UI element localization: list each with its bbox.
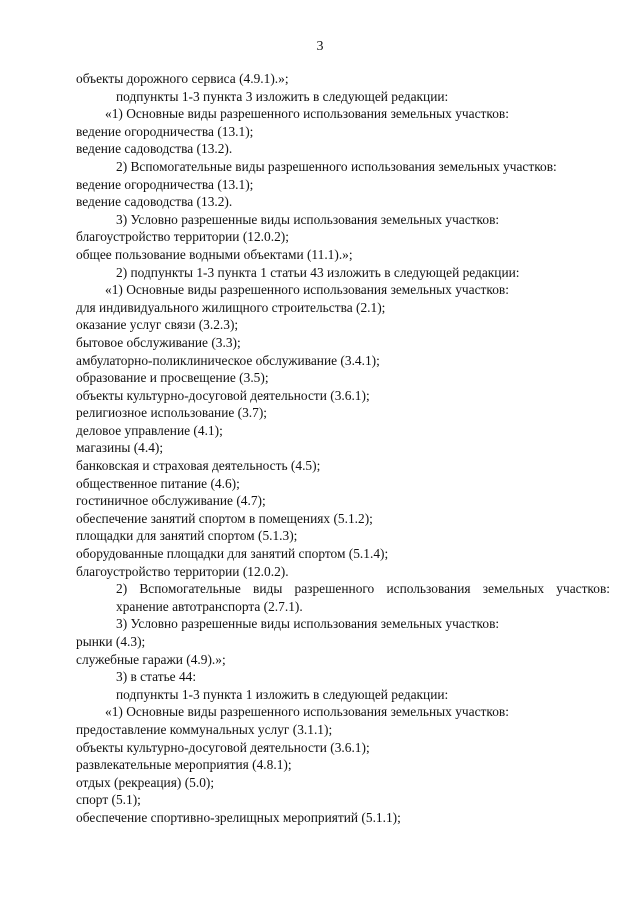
document-line: «1) Основные виды разрешенного использования земельных участков: (105, 106, 509, 122)
document-line: ведение садоводства (13.2). (76, 194, 233, 210)
document-line: ведение садоводства (13.2). (76, 141, 233, 157)
document-line: магазины (4.4); (76, 440, 164, 456)
document-line: рынки (4.3); (76, 634, 146, 649)
document-line: религиозное использование (3.7); (76, 405, 268, 421)
document-line: оборудованные площадки для занятий спортом (5.1.4); (76, 546, 389, 562)
document-line: отдых (рекреация) (5.0); (76, 774, 215, 790)
document-line: подпункты 1-3 пункта 1 изложить в следующей редакции: (116, 686, 449, 702)
document-line: благоустройство территории (12.0.2); (76, 229, 289, 245)
page-number: 3 (316, 39, 324, 54)
document-line: 3) в статье 44: (116, 669, 197, 685)
document-line: площадки для занятий спортом (5.1.3); (76, 528, 298, 544)
document-line: спорт (5.1); (76, 792, 141, 808)
document-line: объекты культурно-досуговой деятельности (3.6.1); (76, 387, 370, 403)
document-line: 2) Вспомогательные виды разрешенного использования земельных участков: (116, 158, 557, 174)
document-line: амбулаторно-поликлиническое обслуживание (3.4.1); (76, 352, 380, 368)
document-line: 2) подпункты 1-3 пункта 1 статьи 43 изложить в следующей редакции: (116, 264, 520, 280)
document-line: благоустройство территории (12.0.2). (76, 563, 289, 579)
document-line: банковская и страховая деятельность (4.5); (76, 458, 321, 474)
document-line: общее пользование водными объектами (11.1).»; (76, 246, 353, 262)
document-body (76, 70, 610, 827)
document-line: деловое управление (4.1); (76, 422, 223, 438)
document-line: ведение огородничества (13.1); (76, 123, 254, 139)
document-line: гостиничное обслуживание (4.7); (76, 493, 266, 509)
document-line: объекты дорожного сервиса (4.9.1).»; (76, 71, 289, 86)
document-line: «1) Основные виды разрешенного использования земельных участков: (105, 282, 509, 298)
document-line: развлекательные мероприятия (4.8.1); (76, 757, 292, 773)
document-line: образование и просвещение (3.5); (76, 370, 269, 386)
document-line: «1) Основные виды разрешенного использования земельных участков: (105, 704, 509, 720)
document-line: 3) Условно разрешенные виды использования земельных участков: (116, 616, 500, 632)
document-line: обеспечение спортивно-зрелищных мероприятий (5.1.1); (76, 809, 401, 825)
document-line: предоставление коммунальных услуг (3.1.1); (76, 721, 333, 737)
document-line: 2) Вспомогательные виды разрешенного использования земельных участков: хранение автотранспорта (2.7.1). (116, 581, 610, 614)
document-line: общественное питание (4.6); (76, 475, 240, 491)
document-line: обеспечение занятий спортом в помещениях (5.1.2); (76, 510, 373, 526)
document-line: оказание услуг связи (3.2.3); (76, 317, 239, 333)
document-line: подпункты 1-3 пункта 3 изложить в следующей редакции: (116, 88, 449, 104)
document-line: служебные гаражи (4.9).»; (76, 651, 226, 667)
document-line: для индивидуального жилищного строительства (2.1); (76, 299, 386, 315)
document-line: объекты культурно-досуговой деятельности (3.6.1); (76, 739, 370, 755)
document-line: 3) Условно разрешенные виды использования земельных участков: (116, 211, 500, 227)
document-line: ведение огородничества (13.1); (76, 176, 254, 192)
document-line: бытовое обслуживание (3.3); (76, 334, 241, 350)
